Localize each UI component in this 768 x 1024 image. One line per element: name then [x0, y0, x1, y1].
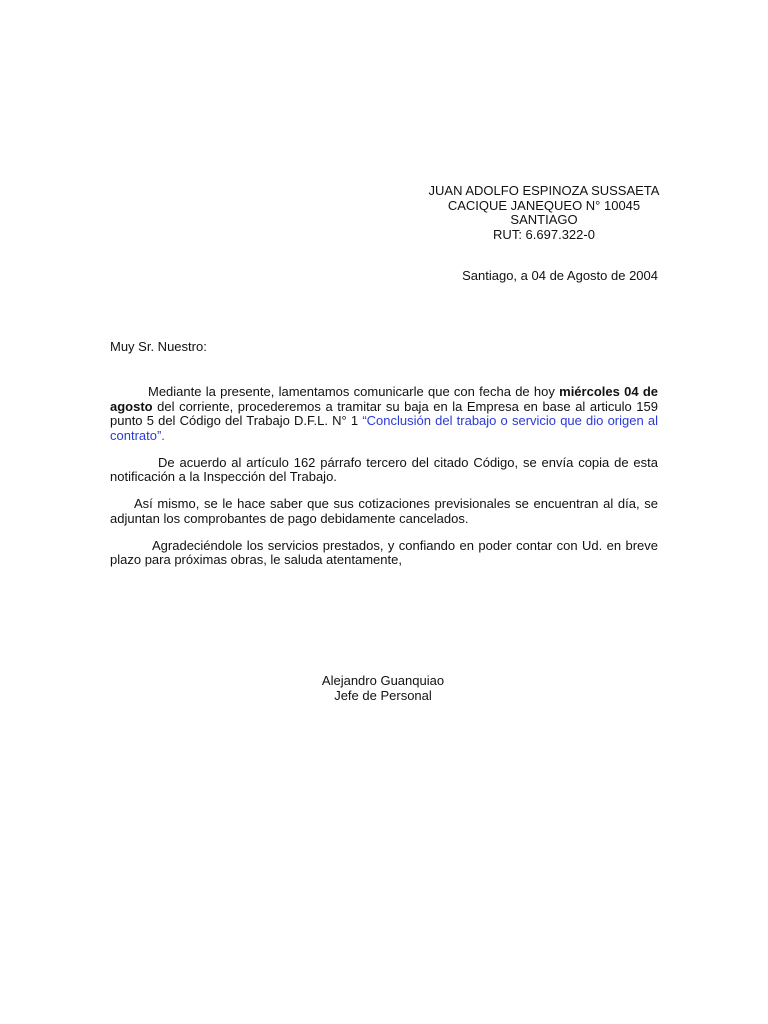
paragraph-closing: Agradeciéndole los servicios prestados, y confiando en poder contar con Ud. en breve plazo para próximas obras, le saluda atentamente,	[110, 537, 658, 567]
signer-name: Alejandro Guanquiao	[321, 673, 445, 688]
paragraph-1-middle: del corriente, procederemos a tramitar su baja en la Empresa en base al articulo 159 punto 5 del Código del Trabajo D.F.L. N° 1	[110, 398, 658, 428]
recipient-name: JUAN ADOLFO ESPINOZA SUSSAETA	[428, 183, 660, 198]
legal-cause-quote: “Conclusión del trabajo o servicio que dio origen al contrato”.	[110, 413, 658, 443]
recipient-city: SANTIAGO	[510, 212, 578, 227]
salutation: Muy Sr. Nuestro:	[110, 339, 207, 354]
paragraph-1-intro: Mediante la presente, lamentamos comunicarle que con fecha de hoy	[148, 384, 560, 399]
signature-block	[283, 674, 483, 703]
letter-body	[110, 385, 658, 580]
recipient-block	[414, 184, 674, 242]
recipient-address: CACIQUE JANEQUEO N° 10045	[447, 197, 641, 213]
termination-date: miércoles 04 de agosto	[110, 384, 658, 414]
paragraph-termination-notice	[110, 385, 658, 443]
signer-title: Jefe de Personal	[334, 687, 432, 703]
paragraph-labor-inspection: De acuerdo al artículo 162 párrafo tercero del citado Código, se envía copia de esta notificación a la Inspección del Trabajo.	[110, 454, 658, 484]
letter-date: Santiago, a 04 de Agosto de 2004	[462, 268, 658, 283]
recipient-rut: RUT: 6.697.322-0	[493, 226, 595, 242]
paragraph-contributions: Así mismo, se le hace saber que sus cotizaciones previsionales se encuentran al día, se adjuntan los comprobantes de pago debidamente cancelados.	[110, 496, 658, 526]
